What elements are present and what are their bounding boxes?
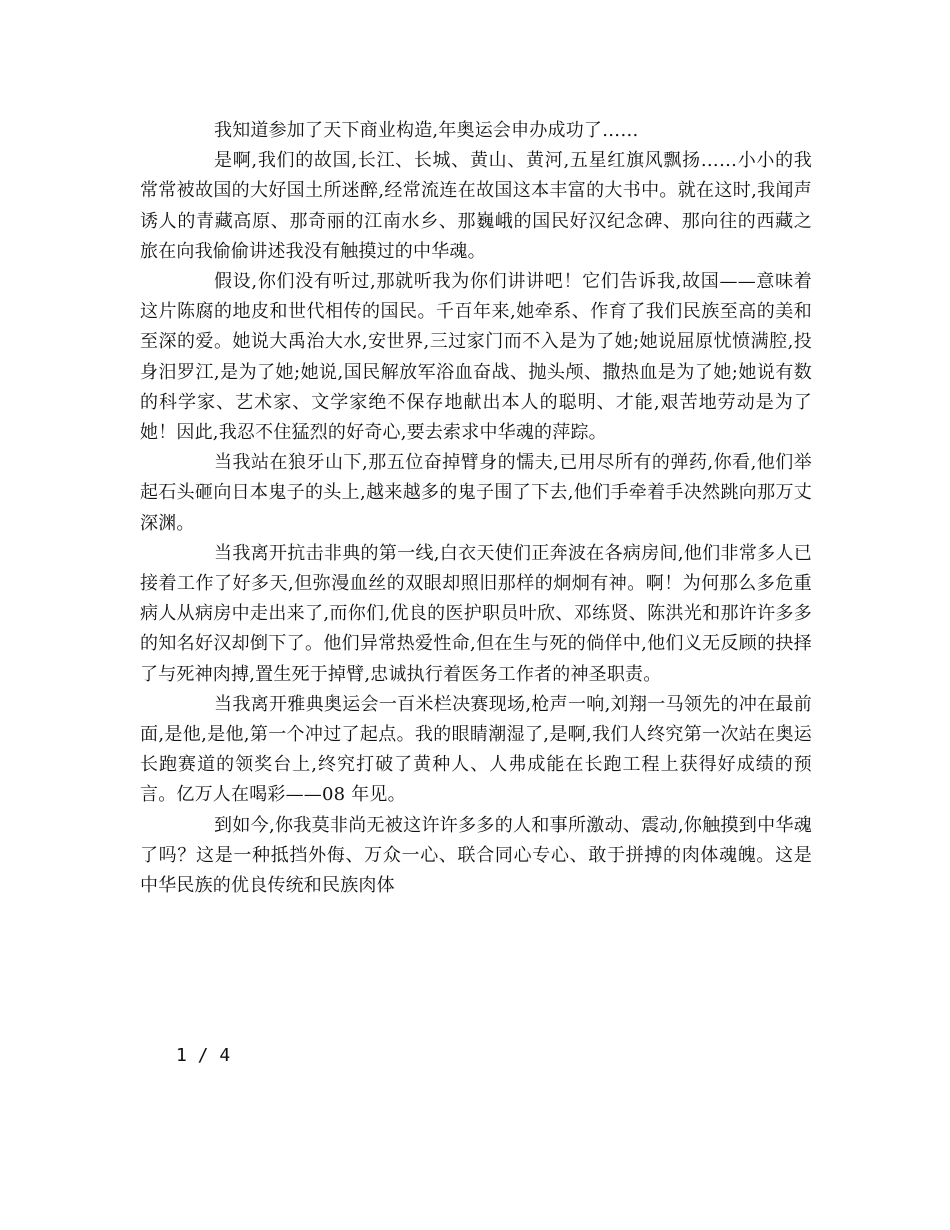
- paragraph-7: 到如今,你我莫非尚无被这许许多多的人和事所激动、震动,你触摸到中华魂了吗？这是一种抵挡外侮、万众一心、联合同心专心、敢于拼搏的肉体魂魄。这是中华民族的优良传统和民族肉体: [140, 814, 812, 897]
- page-number: 1 / 4: [176, 1045, 231, 1066]
- document-body: [140, 116, 812, 901]
- paragraph-2: 是啊,我们的故国,长江、长城、黄山、黄河,五星红旗风飘扬……小小的我常常被故国的大好国土所迷醉,经常流连在故国这本丰富的大书中。就在这时,我闻声诱人的青藏高原、那奇丽的江南水乡、那巍峨的国民好汉纪念碑、那向往的西藏之旅在向我偷偷讲述我没有触摸过的中华魂。: [140, 150, 812, 262]
- paragraph-1: 我知道参加了天下商业构造,年奥运会申办成功了……: [214, 120, 639, 141]
- paragraph-5: 当我离开抗击非典的第一线,白衣天使们正奔波在各病房间,他们非常多人已接着工作了好多天,但弥漫血丝的双眼却照旧那样的炯炯有神。啊！为何那么多危重病人从病房中走出来了,而你们,优良的医护职员叶欣、邓练贤、陈洪光和那许许多多的知名好汉却倒下了。他们异常热爱性命,但在生与死的倘佯中,他们义无反顾的抉择了与死神肉搏,置生死于掉臂,忠诚执行着医务工作者的神圣职责。: [140, 542, 812, 685]
- paragraph-4: 当我站在狼牙山下,那五位奋掉臂身的懦夫,已用尽所有的弹药,你看,他们举起石头砸向日本鬼子的头上,越来越多的鬼子围了下去,他们手牵着手决然跳向那万丈深渊。: [140, 452, 812, 534]
- paragraph-3: 假设,你们没有听过,那就听我为你们讲讲吧！它们告诉我,故国——意味着这片陈腐的地皮和世代相传的国民。千百年来,她牵系、作育了我们民族至高的美和至深的爱。她说大禹治大水,安世界,三过家门而不入是为了她;她说屈原忧愤满腔,投身汨罗江,是为了她;她说,国民解放军浴血奋战、抛头颅、撒热血是为了她;她说有数的科学家、艺术家、文学家绝不保存地献出本人的聪明、才能,艰苦地劳动是为了她！因此,我忍不住猛烈的好奇心,要去索求中华魂的萍踪。: [140, 271, 812, 444]
- paragraph-6: 当我离开雅典奥运会一百米栏决赛现场,枪声一响,刘翔一马领先的冲在最前面,是他,是他,第一个冲过了起点。我的眼睛潮湿了,是啊,我们人终究第一次站在奥运长跑赛道的领奖台上,终究打破了黄种人、人弗成能在长跑工程上获得好成绩的预言。亿万人在喝彩——08 年见。: [140, 693, 812, 806]
